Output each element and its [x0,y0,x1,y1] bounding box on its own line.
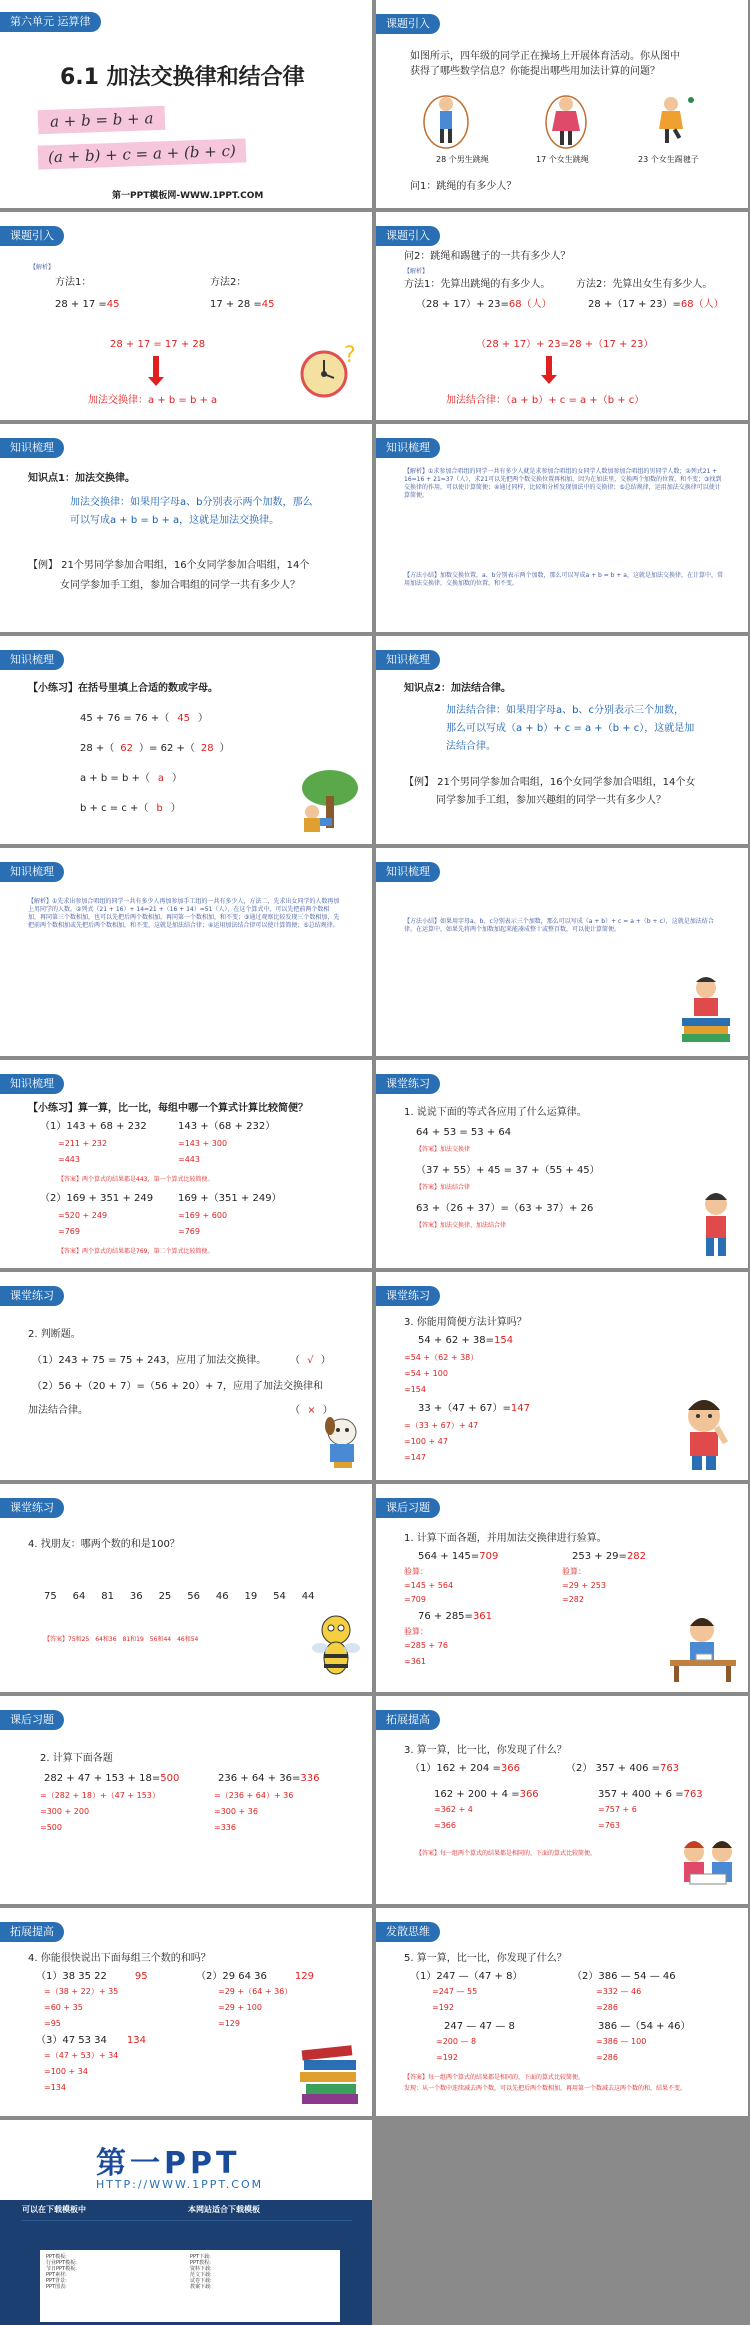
section-header: 知识梳理 [0,438,64,458]
exercise-line: a + b = b +（ [80,773,150,784]
kid-with-books-icon [676,974,736,1048]
expr: 253 + 29= [572,1551,627,1562]
section-header: 拓展提高 [376,1710,440,1730]
exercise-line: ）= 62 +（ [139,743,195,754]
slide-knowledge-1 [0,424,372,632]
expr: 33 +（47 + 67）= [418,1403,511,1414]
step: =443 [178,1155,200,1164]
answer: 45 [177,713,190,724]
link-label[interactable]: PPT图表: [46,2284,67,2290]
answer: 361 [472,1611,493,1622]
number: 75 [44,1591,57,1602]
definition: 法结合律。 [446,741,496,752]
slide-divergent [376,1908,748,2116]
number: 56 [187,1591,200,1602]
question: 4. 找朋友：哪两个数的和是100？ [28,1539,180,1550]
equation: 64 + 53 = 53 + 64 [416,1127,512,1138]
definition: 那么可以写成（a + b）+ c = a +（b + c），这就是加 [446,723,695,734]
question-2: 问2：跳绳和踢毽子的一共有多少人？ [404,251,571,262]
step: =192 [432,2003,454,2012]
step: =769 [178,1227,200,1236]
number: 46 [215,1591,229,1602]
expr: 386 —（54 + 46） [598,2021,691,2032]
question: 5. 算一算，比一比，你发现了什么？ [404,1953,567,1964]
answer-note: 【答案】75和25 64和36 81和19 56和44 46和54 [44,1636,199,1643]
link-label[interactable]: 行业PPT模板: [46,2260,77,2266]
section-header: 知识梳理 [0,1074,64,1094]
exercise-title: 【小练习】在括号里填上合适的数或字母。 [28,683,218,694]
step: =211 + 232 [58,1139,108,1148]
expr: 564 + 145= [418,1551,480,1562]
section-header: 课题引入 [376,226,440,246]
slide-classwork-4 [0,1484,372,1692]
step: =709 [404,1595,426,1604]
link-label[interactable]: PPT下载: [190,2254,211,2260]
example: 【例】 21个男同学参加合唱组，16个女同学参加合唱组，14个 [28,560,310,571]
method-2: 方法2：先算出女生有多少人。 [576,279,713,290]
step: =192 [436,2053,458,2062]
intro-text: 获得了哪些数学信息？你能提出哪些用加法计算的问题？ [410,66,660,77]
definition: 加法结合律：如果用字母a、b、c分别表示三个加数， [446,705,684,716]
question: 1. 计算下面各题，并用加法交换律进行验算。 [404,1533,607,1544]
expr: （2） 357 + 406 = [566,1763,661,1774]
unit-label: 第六单元 运算律 [0,12,101,32]
step: =169 + 600 [178,1211,228,1220]
answer-1: 68（人） [508,299,552,310]
kid-thinking-icon [692,1190,740,1262]
expr: 169 +（351 + 249） [178,1193,282,1204]
knowledge-point: 知识点1：加法交换律。 [28,473,135,484]
check-label: 验算： [404,1627,428,1636]
step: =147 [404,1453,426,1462]
kid-reading-tree-icon [290,766,365,836]
site-logo: 第一PPT [96,2146,241,2181]
step: =757 + 6 [598,1805,637,1814]
step: =134 [44,2083,66,2092]
answer: 147 [510,1403,530,1414]
statement: （2）56 +（20 + 7）=（56 + 20）+ 7，应用了加法交换律和 [32,1381,323,1392]
expr-1: （28 + 17）+ 23= [416,299,509,310]
step: =（236 + 64）+ 36 [214,1791,294,1800]
formula-commutative: a + b = b + a [38,106,166,134]
step: =29 +（64 + 36） [218,1987,293,1996]
section-header: 课后习题 [376,1498,440,1518]
exercise-line: 45 + 76 = 76 +（ [80,713,170,724]
caption-boys: 28 个男生跳绳 [436,155,489,164]
question: 3. 算一算，比一比，你发现了什么？ [404,1745,567,1756]
answer: 134 [126,2035,146,2046]
expr-1: 28 + 17 = [55,299,107,310]
question: 1. 说说下面的等式各应用了什么运算律。 [404,1107,587,1118]
answer: 336 [300,1773,320,1784]
dog-mascot-icon [318,1412,366,1472]
section-header: 课堂练习 [0,1286,64,1306]
link-label[interactable]: 范文下载: [190,2272,212,2278]
answer-note: 【答案】加法交换律、加法结合律 [416,1222,507,1229]
answer-note: 【答案】每一组两个算式的结果都是相同的，下面的算式比较简便。 [416,1850,597,1857]
answer-2: 45 [261,299,275,310]
step: =129 [218,2019,240,2028]
step: =60 + 35 [44,2003,83,2012]
slide-classwork-1 [376,1060,748,1268]
link-label[interactable]: PPT背景: [46,2278,67,2284]
number: 54 [273,1591,286,1602]
section-header: 课堂练习 [376,1074,440,1094]
slide-knowledge-4 [376,636,748,844]
section-header: 课后习题 [0,1710,64,1730]
definition: 可以写成a + b = b + a，这就是加法交换律。 [70,515,280,526]
number: 25 [158,1591,172,1602]
kid-waving-icon [668,1396,738,1474]
expr-2: 28 +（17 + 23）= [588,299,681,310]
check-label: 验算： [404,1567,428,1576]
expr: 143 +（68 + 232） [178,1121,276,1132]
step: =29 + 100 [218,2003,262,2012]
statement: 加法结合律。 [28,1405,88,1416]
slide-knowledge-6 [376,848,748,1056]
answer: × [307,1405,316,1416]
step: =763 [598,1821,620,1830]
associative-law: 加法结合律：（a + b）+ c = a +（b + c） [446,395,645,406]
intro-text: 如图所示，四年级的同学正在操场上开展体育活动。你从图中 [410,51,680,62]
ad-heading: 可以在下载模板中 [22,2205,86,2214]
step: =（33 + 67）+ 47 [404,1421,479,1430]
section-header: 课堂练习 [0,1498,64,1518]
statement: （1）243 + 75 = 75 + 243，应用了加法交换律。 [32,1355,267,1366]
expr: （1）162 + 204 = [410,1763,501,1774]
slide-knowledge-3: 知识梳理 【小练习】在括号里填上合适的数或字母。 45 + 76 = 76 +（ 45 ） 28 +（ 62 ）= 62 +（ 28 ） a + b = b +（ a ） b + c = c +（ b ） [0,636,372,844]
definition: 加法交换律：如果用字母a、b分别表示两个加数，那么 [70,497,313,508]
number: 64 [72,1591,86,1602]
question-1: 问1：跳绳的有多少人？ [410,181,517,192]
book-stack-icon [296,2028,364,2108]
step: =100 + 34 [44,2067,88,2076]
step: =361 [404,1657,426,1666]
expr: 236 + 64 + 36= [218,1773,301,1784]
step: =300 + 200 [40,1807,90,1816]
answer: b [156,803,163,814]
group: （2）29 64 36 [196,1971,267,1982]
example: 女同学参加手工组，参加合唱组的同学一共有多少人？ [60,580,300,591]
slide-extension-1 [376,1696,748,1904]
expr: （1）143 + 68 + 232 [40,1121,147,1132]
equality: 28 + 17 = 17 + 28 [110,339,206,350]
step: =247 — 55 [432,1987,478,1996]
answer-2: 68（人） [680,299,724,310]
step: =154 [404,1385,426,1394]
step: =300 + 36 [214,1807,258,1816]
answer-note: 【答案】两个算式的结果都是443，第一个算式比较简便。 [58,1176,214,1183]
section-header: 课题引入 [0,226,64,246]
step: =143 + 300 [178,1139,228,1148]
step: =332 — 46 [596,1987,642,1996]
step: =366 [434,1821,456,1830]
alarm-clock-icon [296,342,362,402]
step: =（38 + 22）+ 35 [44,1987,119,1996]
group: （1）38 35 22 [36,1971,107,1982]
formula-associative: (a + b) + c = a + (b + c) [38,138,247,169]
answer-note: 【答案】两个算式的结果都是769，第二个算式比较简便。 [58,1248,214,1255]
slide-ad [0,2120,372,2325]
question: 2. 判断题。 [28,1329,81,1340]
answer: 129 [294,1971,314,1982]
answer-1: 45 [106,299,120,310]
slide-classwork-3 [376,1272,748,1480]
number: 36 [129,1591,143,1602]
bee-mascot-icon [306,1608,366,1688]
answer: 500 [160,1773,180,1784]
section-header: 课堂练习 [376,1286,440,1306]
link-label[interactable]: 节日PPT模板: [46,2266,77,2272]
answer: 282 [626,1551,647,1562]
step: =100 + 47 [404,1437,448,1446]
example: 【例】 21个男同学参加合唱组，16个女同学参加合唱组，14个女 [404,777,696,788]
knowledge-point: 知识点2：加法结合律。 [404,683,511,694]
section-header: 知识梳理 [376,862,440,882]
expr: （2）169 + 351 + 249 [40,1193,154,1204]
link-label[interactable]: PPT教程: [190,2260,211,2266]
commutative-law: 加法交换律：a + b = b + a [88,395,218,406]
method-summary: 【方法小结】加数交换位置，a、b分别表示两个加数，那么可以写成a + b = b + a，这就是加法交换律，在计算中，常用加法交换律，交换加数的位置，和不变。 [404,572,723,587]
slide-practice-compare [0,1060,372,1268]
footer-site: 第一PPT模板网-WWW.1PPT.COM [112,191,264,201]
group: （3）47 53 34 [36,2035,107,2046]
caption-girls-rope: 17 个女生跳绳 [536,155,589,164]
expr: 54 + 62 + 38= [418,1335,495,1346]
slide-knowledge-2 [376,424,748,632]
slide-homework-1 [376,1484,748,1692]
slide-classwork-2: 课堂练习 2. 判断题。 （1）243 + 75 = 75 + 243，应用了加法交换律。 （ √ ） （2）56 +（20 + 7）=（56 + 20）+ 7，应用了加法交换律和 加法结合律。 （ × ） [0,1272,372,1480]
section-header: 知识梳理 [376,650,440,670]
question: 4. 你能很快说出下面每组三个数的和吗？ [28,1953,211,1964]
down-arrow-icon [153,356,159,378]
answer: 154 [494,1335,514,1346]
analysis-tag: 【解析】 [404,268,429,275]
link-label[interactable]: PPT素材: [46,2272,67,2278]
method-summary: 【方法小结】如果用字母a、b、c分别表示三个加数，那么可以写成（a + b）+ c = a +（b + c），这就是加法结合律。在运算中，如果先将两个加数加起来能凑成整十或整百数，可以使计算简便。 [404,918,714,933]
step: =（47 + 53）+ 34 [44,2051,119,2060]
question: 2. 计算下面各题 [40,1753,113,1764]
divider [22,2220,352,2230]
step: =（282 + 18）+（47 + 153） [40,1791,160,1800]
step: =282 [562,1595,584,1604]
slide-title [0,0,372,208]
number: 44 [301,1591,315,1602]
step: =286 [596,2053,618,2062]
step: =362 + 4 [434,1805,473,1814]
answer-note: 【答案】加法结合律 [416,1184,471,1191]
ad-heading: 本网站适合下载模板 [188,2205,260,2214]
section-header: 知识梳理 [0,862,64,882]
number: 81 [101,1591,115,1602]
equation: 63 +（26 + 37）=（63 + 37）+ 26 [416,1203,594,1214]
exercise-title: 【小练习】算一算，比一比，每组中哪一个算式计算比较简便？ [28,1103,308,1114]
section-header: 知识梳理 [376,438,440,458]
method-1: 方法1：先算出跳绳的有多少人。 [404,279,551,290]
section-header: 课题引入 [376,14,440,34]
analysis-note: 【解析】①先求出参加合唱组的同学一共有多少人再加参加手工组的一共有多少人，方法二，先求出女同学的人数再加上男同学的人数。②列式（21 + 16）+ 14=21 +（16 + 14）=51（人），在这个算式中，可以先把前两个数相加，再同第三个数相加，也可以先把后两个数相加，再同第一个数相加，和不变；③通过观察比较发现三个数相加，先把前两个数相加或先把后两个数相加，和不变，这就是加法结合律；④运用加法结合律可以使计算简便；⑤总结规律。 [28,898,340,929]
equation: （37 + 55）+ 45 = 37 +（55 + 45） [416,1165,600,1176]
link-label[interactable]: 资料下载: [190,2266,212,2272]
step: =145 + 564 [404,1581,454,1590]
step: =386 — 100 [596,2037,647,2046]
link-label[interactable]: 试卷下载: [190,2278,212,2284]
link-box [40,2250,340,2322]
svg-text:?: ? [344,343,356,368]
expr: 247 — 47 — 8 [444,2021,515,2032]
step: =29 + 253 [562,1581,606,1590]
step: =443 [58,1155,80,1164]
expr-2: 17 + 28 = [210,299,262,310]
expr: （2）386 — 54 — 46 [572,1971,676,1982]
section-header: 拓展提高 [0,1922,64,1942]
step: =286 [596,2003,618,2012]
answer: 763 [660,1763,680,1774]
analysis-note: 【解析】①求参加合唱组的同学一共有多少人就是求参加合唱组的女同学人数加参加合唱组的男同学人数；②列式21 + 16=16 + 21=37（人），求21可以先把两个数交换位置再相加，因为在加法里，交换两个加数的位置，和不变；③找到交换律的作用，可以使计算简便；④通过同样，比较和分析发现加法中的交换律；⑤总结规律，运用加法交换律可以使计算简便。 [404,468,722,499]
link-label[interactable]: 教案下载: [190,2284,212,2290]
answer: 28 [200,743,214,754]
slide-intro-2 [0,212,372,420]
step: =54 +（62 + 38） [404,1353,479,1362]
caption-girls-shuttle: 23 个女生踢毽子 [638,155,699,164]
step: =520 + 249 [58,1211,108,1220]
exercise-line: 28 +（ [80,743,115,754]
link-label[interactable]: PPT模板: [46,2254,67,2260]
step: =285 + 76 [404,1641,448,1650]
analysis-tag: 【解析】 [30,264,55,271]
step: =500 [40,1823,62,1832]
step: =336 [214,1823,236,1832]
expr: （1）247 —（47 + 8） [410,1971,523,1982]
site-url[interactable]: HTTP://WWW.1PPT.COM [96,2178,264,2191]
step: =769 [58,1227,80,1236]
expr: 357 + 400 + 6 = [598,1789,684,1800]
slide-intro-3 [376,212,748,420]
answer: 62 [120,743,134,754]
answer-note: 【答案】每一组两个算式的结果都是相同的，下面的算式比较简便。 [404,2074,585,2081]
answer: 95 [134,1971,148,1982]
answer: √ [307,1355,314,1366]
kids-reading-icon [676,1836,742,1898]
method-2: 方法2： [210,277,247,288]
expr: 76 + 285= [418,1611,473,1622]
answer-note: 【答案】加法交换律 [416,1146,471,1153]
section-header: 发散思维 [376,1922,440,1942]
exercise-line: b + c = c +（ [80,803,149,814]
expr: 282 + 47 + 153 + 18= [44,1773,161,1784]
answer: a [157,773,164,784]
check-label: 验算： [562,1567,586,1576]
question: 3. 你能用简便方法计算吗？ [404,1317,527,1328]
answer: 709 [479,1551,499,1562]
section-header: 知识梳理 [0,650,64,670]
down-arrow-icon [546,356,552,376]
discovery-note: 发现：从一个数中连续减去两个数，可以先把后两个数相加，再用第一个数减去这两个数的和，结果不变。 [404,2085,687,2092]
slide-knowledge-5 [0,848,372,1056]
kid-at-desk-icon [666,1612,741,1684]
step: =200 — 8 [436,2037,477,2046]
answer: 366 [500,1763,520,1774]
step: =95 [44,2019,61,2028]
slide-intro-1 [376,0,748,208]
page-title: 6.1 加法交换律和结合律 [60,65,305,90]
expr: 162 + 200 + 4 = [434,1789,520,1800]
number: 19 [244,1591,258,1602]
example: 同学参加手工组，参加兴趣组的同学一共有多少人？ [436,795,666,806]
equality: （28 + 17）+ 23=28 +（17 + 23） [476,339,654,350]
step: =54 + 100 [404,1369,448,1378]
number-list [44,1590,315,1604]
answer: 366 [519,1789,539,1800]
slide-extension-2 [0,1908,372,2116]
method-1: 方法1： [55,277,92,288]
students-illustration [416,92,716,152]
slide-homework-2 [0,1696,372,1904]
answer: 763 [683,1789,703,1800]
